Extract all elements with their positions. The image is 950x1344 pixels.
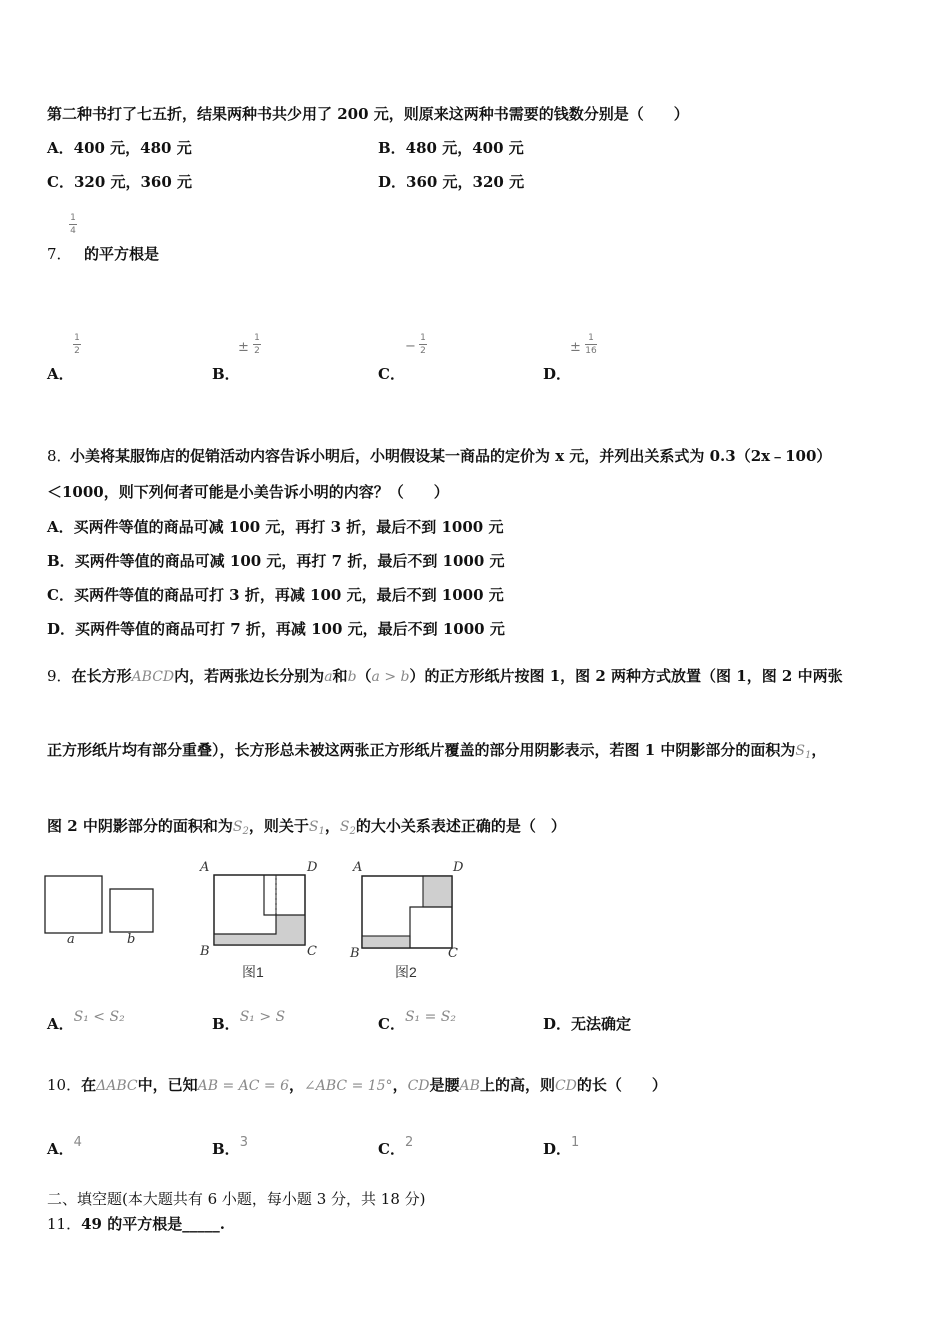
q9-s1-letter: S: [795, 743, 805, 759]
fig2-label-b: B: [350, 946, 360, 961]
q7-option-d-fraction: [585, 333, 597, 356]
q10-sep2: ，: [392, 1076, 408, 1094]
q10-sep: ，: [289, 1076, 305, 1094]
q10-number: 10．: [47, 1076, 82, 1094]
q9-line3-d: 的大小关系表述正确的是（ ）: [355, 817, 566, 835]
q9-b-label: B．: [212, 1015, 240, 1033]
q9-number: 9．: [47, 667, 72, 685]
fig1-label-b: B: [200, 944, 210, 959]
frac-bar: [253, 344, 261, 345]
q10-cd2: CD: [554, 1078, 577, 1094]
q9-s2-ref-sub: 2: [349, 826, 356, 837]
q10-option-c[interactable]: [378, 1135, 414, 1159]
q7-option-a[interactable]: A．: [47, 365, 74, 383]
q6-option-a[interactable]: A．400 元，480 元: [47, 139, 192, 157]
fig2-caption: 图2: [395, 964, 417, 980]
q9-figure-squares: [44, 873, 159, 953]
q9-text-1: 在长方形: [71, 667, 132, 685]
q9-s2: [233, 819, 249, 835]
q8-option-b[interactable]: B．买两件等值的商品可减 100 元，再打 7 折，最后不到 1000 元: [47, 552, 505, 570]
fig1-label-a: A: [200, 860, 210, 875]
q9-s2-letter: S: [232, 819, 243, 835]
q7-frac-num: 1: [70, 213, 76, 223]
q10-a-label: A．: [47, 1140, 74, 1158]
frac-bar: [69, 224, 77, 225]
q10-b-value: 3: [239, 1135, 248, 1150]
q10-option-b[interactable]: [212, 1135, 248, 1159]
q10-triangle: ΔABC: [96, 1078, 138, 1094]
q8-option-d[interactable]: D．买两件等值的商品可打 7 折，再减 100 元，最后不到 1000 元: [47, 620, 505, 638]
frac-bar: [73, 344, 81, 345]
q11-text: 49 的平方根是_____.: [81, 1215, 225, 1233]
q8-option-c[interactable]: C．买两件等值的商品可打 3 折，再减 100 元，最后不到 1000 元: [47, 586, 504, 604]
q10-a-value: 4: [73, 1135, 82, 1150]
q9-option-c[interactable]: [378, 1009, 456, 1034]
q9-s1-ref-letter: S: [308, 819, 319, 835]
q7-d-den: 16: [585, 346, 597, 356]
q7-stem: 的平方根是: [84, 245, 160, 263]
q9-s1-sub: 1: [804, 750, 812, 761]
q9-s2-sub: 2: [242, 826, 249, 837]
q10-text-1: 在: [81, 1076, 97, 1094]
q9-line3-b: ，则关于: [248, 817, 309, 835]
label-b: b: [127, 932, 136, 947]
q10-stem: [47, 1074, 667, 1095]
q7-c-num: 1: [420, 333, 426, 343]
square-a: [45, 876, 102, 933]
q9-a-math: S₁ < S₂: [73, 1009, 125, 1025]
q7-option-b-fraction: [253, 333, 261, 356]
q9-text-5: ）的正方形纸片按图 1，图 2 两种方式放置（图 1，图 2 中两张: [409, 667, 843, 685]
fig2-label-d: D: [453, 860, 464, 875]
q7-d-num: 1: [588, 333, 594, 343]
fig2-label-a: A: [353, 860, 363, 875]
q10-option-a[interactable]: [47, 1135, 82, 1159]
q7-a-num: 1: [74, 333, 80, 343]
q9-line3-a: 图 2 中阴影部分的面积和为: [47, 817, 233, 835]
q9-line2-text: 正方形纸片均有部分重叠），长方形总未被这两张正方形纸片覆盖的部分用阴影表示，若图 1 中阴影部分的面积为: [47, 741, 796, 759]
q8-option-a[interactable]: A．买两件等值的商品可减 100 元，再打 3 折，最后不到 1000 元: [47, 518, 504, 536]
q8-stem-line1: 小美将某服饰店的促销活动内容告诉小明后，小明假设某一商品的定价为 x 元，并列出关系式为 0.3（2x﹣100）: [70, 447, 832, 465]
q9-stem-line2: [47, 739, 826, 761]
q9-s2-ref: [340, 819, 356, 835]
fig1-label-d: D: [307, 860, 318, 875]
q7-b-den: 2: [254, 346, 260, 356]
q9-text-2: 内，若两张边长分别为: [174, 667, 325, 685]
fig2-shaded-bottom: [362, 936, 410, 948]
fig1-label-c: C: [307, 944, 317, 959]
section2-title: 二、填空题(本大题共有 6 小题，每小题 3 分，共 18 分): [47, 1190, 426, 1208]
q7-frac-den: 4: [70, 226, 76, 236]
q10-cd: CD: [407, 1078, 430, 1094]
q9-comma: ，: [811, 741, 827, 759]
q10-d-label: D．: [543, 1140, 572, 1158]
frac-bar: [585, 344, 597, 345]
fig1-caption: 图1: [242, 964, 264, 980]
fig2-label-c: C: [448, 946, 458, 961]
q9-stem-line3: [47, 815, 566, 837]
q9-condition: a > b: [371, 669, 410, 685]
q10-text-3: 是腰: [429, 1076, 460, 1094]
q6-option-b[interactable]: B．480 元，400 元: [378, 139, 524, 157]
q7-a-den: 2: [74, 346, 80, 356]
q7-number: 7．: [47, 245, 72, 263]
q7-fraction: [69, 213, 77, 236]
q10-ab: AB: [459, 1078, 480, 1094]
q6-option-c[interactable]: C．320 元，360 元: [47, 173, 193, 191]
q9-text-3: 和: [332, 667, 348, 685]
q9-s1-ref: [309, 819, 325, 835]
frac-bar: [419, 344, 427, 345]
q10-option-d[interactable]: [543, 1135, 580, 1159]
q7-option-d[interactable]: D．: [543, 365, 572, 383]
q9-text-4: （: [356, 667, 372, 685]
q9-var-b: b: [347, 669, 357, 685]
q8-stem-line2: ＜1000，则下列何者可能是小美告诉小明的内容？（ ）: [47, 483, 449, 501]
q10-c-label: C．: [378, 1140, 405, 1158]
q9-b-math: S₁ > S: [239, 1009, 286, 1025]
q9-var-a: a: [324, 669, 333, 685]
q9-c-math: S₁ = S₂: [404, 1009, 456, 1025]
q7-b-num: 1: [254, 333, 260, 343]
fig2-shaded-top: [423, 876, 452, 907]
q10-c-value: 2: [404, 1135, 414, 1150]
q11-number: 11．: [47, 1215, 82, 1233]
q9-c-label: C．: [378, 1015, 405, 1033]
q7-option-a-fraction: [73, 333, 81, 356]
q7-option-b[interactable]: B．: [212, 365, 240, 383]
q10-text-2: 中，已知: [137, 1076, 198, 1094]
q9-a-label: A．: [47, 1015, 74, 1033]
q9-option-d[interactable]: D．无法确定: [543, 1015, 632, 1033]
q9-figure-1: [210, 870, 310, 950]
q9-option-a[interactable]: [47, 1009, 125, 1034]
q10-angle: ∠ABC = 15°: [304, 1078, 393, 1094]
q7-d-sign: ±: [570, 340, 581, 355]
q6-option-d[interactable]: D．360 元，320 元: [378, 173, 525, 191]
q10-text-5: 的长（ ）: [576, 1076, 667, 1094]
q9-stem-line1: [47, 665, 843, 686]
q10-equation: AB = AC = 6: [197, 1078, 289, 1094]
q9-s2-ref-letter: S: [339, 819, 350, 835]
q9-s1: [795, 743, 811, 759]
square-b: [110, 889, 153, 932]
q7-c-den: 2: [420, 346, 426, 356]
q11-stem: [47, 1213, 225, 1234]
q10-text-4: 上的高，则: [479, 1076, 555, 1094]
q7-option-c[interactable]: C．: [378, 365, 405, 383]
q10-b-label: B．: [212, 1140, 240, 1158]
q10-d-value: 1: [571, 1135, 580, 1150]
q8-number: 8．: [47, 447, 72, 465]
q9-figure-2: [357, 870, 457, 950]
q9-rect-abcd: ABCD: [131, 669, 175, 685]
q9-option-b[interactable]: [212, 1009, 286, 1034]
label-a: a: [67, 932, 75, 947]
q9-line3-c: ，: [324, 817, 340, 835]
q9-s1-ref-sub: 1: [318, 826, 325, 837]
q7-c-sign: −: [405, 339, 416, 354]
q6-stem: 第二种书打了七五折，结果两种书共少用了 200 元，则原来这两种书需要的钱数分别是（ ）: [47, 105, 689, 123]
q7-option-c-fraction: [419, 333, 427, 356]
q7-b-sign: ±: [238, 340, 249, 355]
